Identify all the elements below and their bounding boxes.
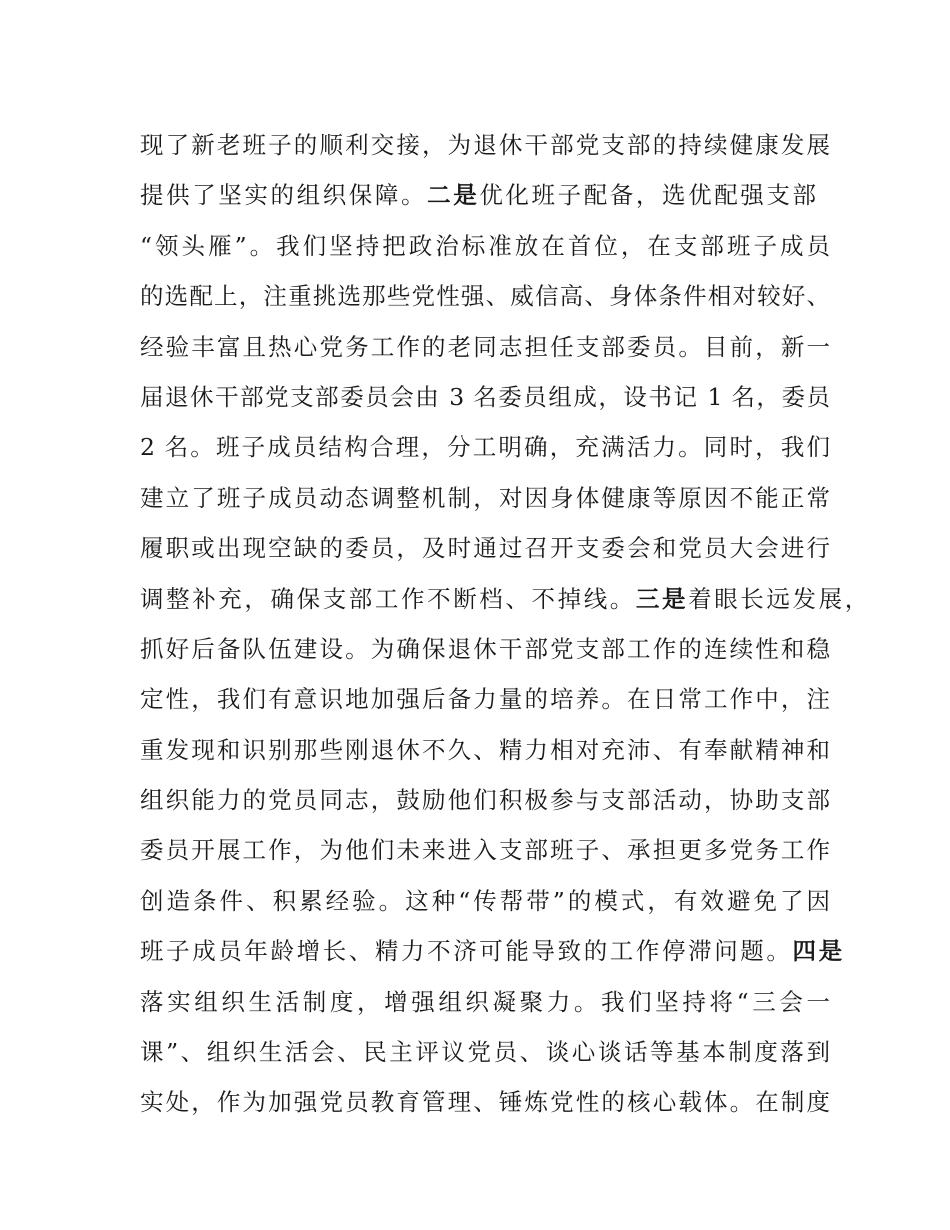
- emphasis-label: 三是: [635, 584, 689, 613]
- text-line: [140, 926, 845, 976]
- text-line: 履职或出现空缺的委员，及时通过召开支委会和党员大会进行: [140, 534, 830, 563]
- text-line: 的选配上，注重挑选那些党性强、威信高、身体条件相对较好、: [140, 282, 830, 311]
- text-run: 提供了坚实的组织保障。: [140, 181, 428, 210]
- text-line: 落实组织生活制度，增强组织凝聚力。我们坚持将“三会一: [140, 987, 830, 1016]
- text-line: 组织能力的党员同志，鼓励他们积极参与支部活动，协助支部: [140, 786, 830, 815]
- text-run: 调整补充，确保支部工作不断档、不掉线。: [140, 584, 636, 613]
- text-line: 经验丰富且热心党务工作的老同志担任支部委员。目前，新一: [140, 332, 830, 361]
- text-line: 定性，我们有意识地加强后备力量的培养。在日常工作中，注: [140, 685, 830, 714]
- text-line: 重发现和识别那些刚退休不久、精力相对充沛、有奉献精神和: [140, 735, 830, 764]
- text-line: 抓好后备队伍建设。为确保退休干部党支部工作的连续性和稳: [140, 634, 830, 663]
- text-line: 创造条件、积累经验。这种“传帮带”的模式，有效避免了因: [140, 886, 830, 915]
- emphasis-label: 四是: [792, 937, 845, 966]
- text-line: 建立了班子成员动态调整机制，对因身体健康等原因不能正常: [140, 483, 830, 512]
- emphasis-label: 二是: [427, 181, 480, 210]
- text-line: 现了新老班子的顺利交接，为退休干部党支部的持续健康发展: [140, 131, 830, 159]
- text-line: [140, 574, 871, 624]
- text-line: 课”、组织生活会、民主评议党员、谈心谈话等基本制度落到: [140, 1038, 830, 1067]
- text-line: [140, 170, 830, 220]
- text-line: 2 名。班子成员结构合理，分工明确，充满活力。同时，我们: [140, 433, 830, 462]
- text-run: 班子成员年龄增长、精力不济可能导致的工作停滞问题。: [140, 937, 793, 966]
- text-line: “领头雁”。我们坚持把政治标准放在首位，在支部班子成员: [140, 231, 830, 260]
- body-text: [140, 120, 871, 1128]
- text-run: 优化班子配备，选优配强支部: [479, 181, 819, 210]
- text-line: 届退休干部党支部委员会由 3 名委员组成，设书记 1 名，委员: [140, 382, 830, 411]
- text-line: 委员开展工作，为他们未来进入支部班子、承担更多党务工作: [140, 836, 830, 865]
- text-run: 着眼长远发展，: [688, 584, 871, 613]
- text-line: 实处，作为加强党员教育管理、锤炼党性的核心载体。在制度: [140, 1088, 830, 1117]
